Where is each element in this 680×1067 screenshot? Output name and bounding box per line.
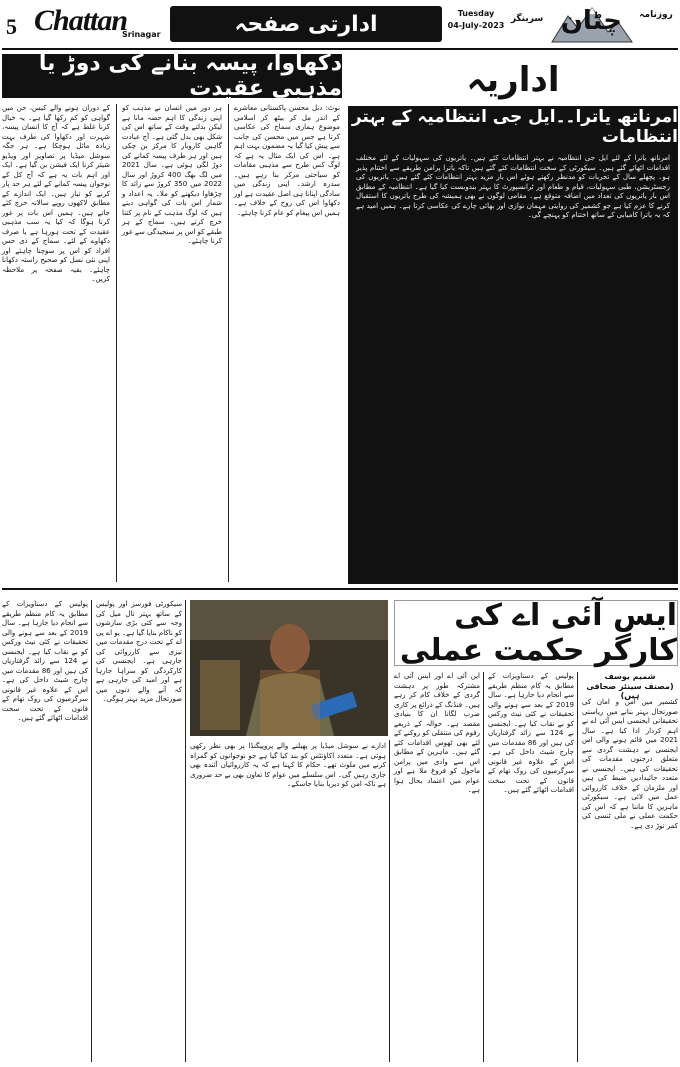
editorial-label: اداریہ xyxy=(466,59,560,100)
speaker-photo-icon xyxy=(190,600,388,736)
column-divider xyxy=(389,740,390,1062)
article-left-text: ہر دور میں انسان نے مذہب کو اپنی زندگی کا اہم حصہ مانا ہے لیکن بدلتے وقت کے ساتھ اس کی شکل بھی بدل گئی ہے۔ آج عبادت گاہیں کاروبار کا مرکز بن چکی ہیں اور ہر طرف پیسہ کمانے کی دوڑ لگی ہوئی ہے۔ سال 2021 میں لگ بھگ 400 کروڑ اور سال 2022 میں 350 کروڑ سے زائد کا چڑھاوا دیکھنے کو ملا۔ یہ اعداد و شمار اس بات کی گواہی دیتے ہیں کہ لوگ مذہب کے نام پر کتنا خرچ کرتے ہیں۔ سماج کے ہر طبقے کو اس پر سنجیدگی سے غور کرنا چاہئے۔ xyxy=(122,104,222,245)
article-sia-column xyxy=(190,742,386,1062)
article-sia-text: این آئی اے اور ایس آئی اے مشترکہ طور پر دہشت گردی کے خلاف کام کر رہے ہیں۔ فنڈنگ کے ذرائع پر کاری ضرب لگانا ان کا بنیادی مقصد ہے۔ حوالہ کے ذریعے رقوم کی منتقلی کو روکنے کے لئے بھی ٹھوس اقدامات کئے گئے ہیں۔ ماہرین کے مطابق اس سے وادی میں پرامن ماحول کو فروغ ملا ہے اور عوام میں اعتماد بحال ہوا ہے۔ xyxy=(394,672,480,794)
brand-name-urdu: چٹان xyxy=(560,6,622,36)
editorial-body xyxy=(356,154,670,576)
article-photo xyxy=(190,600,388,736)
article-sia-headline: ایس آئی اے کی کارگر حکمت عملی xyxy=(394,600,678,666)
article-sia-column xyxy=(96,600,182,1062)
column-divider xyxy=(228,104,229,582)
article-left-text: کے دوران ہونے والے کیس، جن میں گواہی کو کم رکھا گیا ہے۔ یہ خیال کرنا غلط ہے کہ آج کا انسان پیسہ، شہرت اور دکھاوا کی طرف بہت زیادہ مائل ہوچکا ہے۔ ہر جگہ سوشل میڈیا پر تصاویر اور ویڈیو شیئر کرنا ایک فیشن بن گیا ہے۔ ایک اور اہم بات یہ ہے کہ آج کل کے نوجوان پیسہ کمانے کے لئے ہر حد پار کرنے کو تیار ہیں۔ ایک اندازے کے مطابق لاکھوں روپے سالانہ خرچ کئے جاتے ہیں۔ ہمیں اس بات پر غور کرنا ہوگا کہ کیا یہ سب مذہبی عقیدت کے تحت ہورہا ہے یا صرف دکھاوے کے لئے۔ سماج کے ذی حس افراد کو اس پر سوچنا چاہئے اور اپنی نئی نسل کو صحیح راستہ دکھانا چاہئے۔ بقیہ صفحہ پر ملاحظہ کریں۔ xyxy=(2,104,110,283)
article-sia-column xyxy=(488,672,574,1062)
daily-label: روزنامہ xyxy=(639,10,673,20)
edition-city: Srinagar xyxy=(122,30,161,39)
article-left xyxy=(2,51,342,584)
issue-date-value: 04-July-2023 xyxy=(447,21,505,30)
column-divider xyxy=(91,600,92,1062)
article-sia-column xyxy=(394,672,480,1062)
article-left-column xyxy=(234,104,340,582)
editorial xyxy=(348,54,678,584)
column-divider xyxy=(185,600,186,1062)
article-sia-text: پولیس کے دستاویزات کے مطابق یہ کام منظم طریقے سے انجام دیا جارہا ہے۔ سال 2019 کے بعد سے ہونے والی تحقیقات نے کئی نیٹ ورکس کو بے نقاب کیا ہے۔ ایجنسی نے 124 سے زائد گرفتاریاں کی ہیں اور 86 مقدمات میں چارج شیٹ داخل کی ہے۔ اس کے علاوہ غیر قانونی سرگرمیوں کی روک تھام کے قانون کے تحت سخت اقدامات اٹھائے گئے ہیں۔ xyxy=(2,600,88,722)
editorial-body-box xyxy=(348,146,678,584)
edition-city-urdu: سرینگر xyxy=(510,14,544,24)
article-sia-text: کشمیر میں امن و امان کی صورتحال بہتر بنانے میں ریاستی تحقیقاتی ایجنسی ایس آئی اے نے اہم کردار ادا کیا ہے۔ سال 2021 میں قائم ہونے والی اس ایجنسی نے دہشت گردی سے متعلق درجنوں مقدمات کی تحقیقات کی ہیں۔ ایجنسی نے متعدد جائیدادیں ضبط کی ہیں اور ملزمان کے خلاف کارروائی عمل میں لائی ہے۔ سیکورٹی ماہرین کا ماننا ہے کہ اس کی حکمت عملی نے ملی ٹنسی کی کمر توڑ دی ہے۔ xyxy=(582,698,678,830)
article-left-text: نوٹ: دبل محسن پاکستانی معاشرے کے اندر مل کر بیٹھ کر اسلامی موضوع ہماری سماج کی عکاسی کرتا ہے جس میں محسن کی جانب سے پیش کیا گیا یہ مضمون بہت اہم ہے۔ اس کی ایک مثال یہ ہے کہ لوگ کس طرح سے مذہبی مقامات کو سیاحتی مرکز بنا رہے ہیں۔ سدرہ ارشد۔ اپنی زندگی میں سادگی اپنانا ہی اصل عقیدت ہے اور دکھاوا اس کی روح کے خلاف ہے۔ ہمیں اس پیغام کو عام کرنا چاہئے۔ xyxy=(234,104,340,217)
article-sia-text: سیکورٹی فورسز اور پولیس کے ساتھ بہتر تال میل کی وجہ سے کئی بڑی سازشوں کو ناکام بنایا گیا ہے۔ یو اے پی اے کے تحت درج مقدمات میں تیزی سے کارروائی کی جارہی ہے۔ ایجنسی کی کارکردگی کو سراہا جارہا ہے اور امید کی جارہی ہے کہ آنے والے دنوں میں صورتحال مزید بہتر ہوگی۔ xyxy=(96,600,182,703)
section-divider xyxy=(2,588,678,590)
article-left-column xyxy=(122,104,222,582)
column-divider xyxy=(483,672,484,1062)
page-number: 5 xyxy=(6,14,17,39)
author-role: (مصنف سینئر صحافی ہیں) xyxy=(586,681,674,700)
column-divider xyxy=(116,104,117,582)
article-sia-column xyxy=(582,698,678,1062)
brand-logo xyxy=(548,2,634,46)
article-sia-column xyxy=(2,600,88,1062)
author-name: شمیم یوسف xyxy=(604,672,656,681)
column-divider xyxy=(577,672,578,1062)
article-left-headline: دکھاوا، پیسہ بنانے کی دوڑ یا مذہبی عقیدت xyxy=(2,54,342,98)
issue-date xyxy=(446,8,506,42)
article-sia-text: پولیس کے دستاویزات کے مطابق یہ کام منظم طریقے سے انجام دیا جارہا ہے۔ سال 2019 کے بعد سے ہونے والی تحقیقات نے کئی نیٹ ورکس کو بے نقاب کیا ہے۔ ایجنسی نے 124 سے زائد گرفتاریاں کی ہیں اور 86 مقدمات میں چارج شیٹ داخل کی ہے۔ اس کے علاوہ غیر قانونی سرگرمیوں کی روک تھام کے قانون کے تحت سخت اقدامات اٹھائے گئے ہیں۔ xyxy=(488,672,574,794)
article-left-column xyxy=(2,104,110,582)
issue-day: Tuesday xyxy=(457,9,495,18)
section-title: ادارتی صفحہ xyxy=(170,6,442,42)
article-sia-byline xyxy=(582,672,678,700)
editorial-headline: امرناتھ یاترا۔۔ایل جی انتظامیہ کے بہتر انتظامات xyxy=(348,106,678,146)
article-sia-text: ادارے نے سوشل میڈیا پر پھیلنے والے پروپیگنڈا پر بھی نظر رکھی ہوئی ہے۔ متعدد اکاؤنٹس کو بند کیا گیا ہے جو نوجوانوں کو گمراہ کرنے میں ملوث تھے۔ حکام کا کہنا ہے کہ یہ کارروائیاں آئندہ بھی جاری رہیں گی۔ اس سلسلے میں عوام کا تعاون بھی بے حد ضروری ہے تاکہ امن کو دیرپا بنایا جاسکے۔ xyxy=(190,742,386,788)
brand-name: Chattan xyxy=(34,4,128,37)
editorial-text: امرناتھ یاترا کے لئے ایل جی انتظامیہ نے بہتر انتظامات کئے ہیں۔ یاتریوں کی سہولیات کے لئے مختلف اقدامات اٹھائے گئے ہیں۔ سیکورٹی کے سخت انتظامات کئے گئے ہیں تاکہ یاترا پرامن طریقے سے اختتام پذیر ہو۔ پچھلے سال کے تجربات کو مدنظر رکھتے ہوئے اس بار مزید بہتر انتظامات کئے گئے ہیں۔ یاتریوں کی رجسٹریشن، طبی سہولیات، قیام و طعام اور ٹرانسپورٹ کا بہتر بندوبست کیا گیا ہے۔ انتظامیہ کے مطابق اس بار یاتریوں کی تعداد میں اضافہ متوقع ہے۔ مقامی لوگوں نے بھی ہمیشہ کی طرح یاتریوں کا استقبال کرنے کا عزم کیا ہے جو کشمیر کی روایتی مہمان نوازی اور بھائی چارے کی عکاسی کرتا ہے۔ ہمیں امید ہے کہ یہ یاترا کامیابی کے ساتھ اختتام کو پہنچے گی۔ xyxy=(356,154,670,219)
